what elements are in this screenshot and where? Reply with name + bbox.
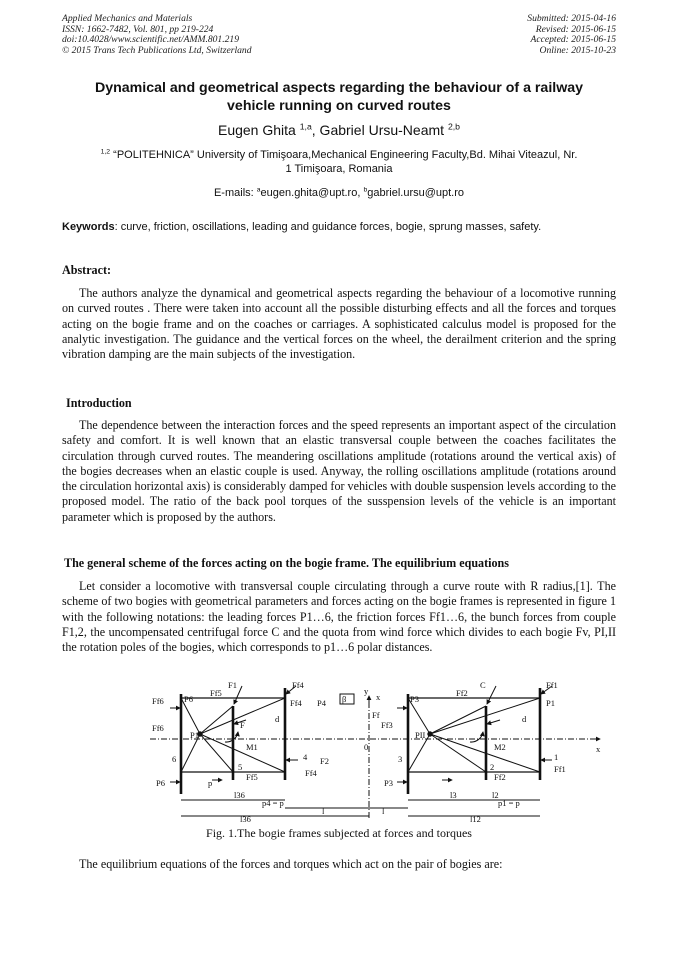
email-b-marker: b [363,186,368,194]
fig-label-n3: 3 [398,754,403,764]
fig-label-n1: 1 [554,752,559,762]
fig-label-ff2b: Ff2 [494,772,506,782]
emails-line [62,186,616,200]
fig-label-n4: 4 [303,752,308,762]
fig-label-p6: P6 [184,694,193,704]
authors-line [62,122,616,139]
fig-label-ff1b: Ff1 [554,764,566,774]
scheme-text: Let consider a locomotive with transversal couple circulating through a curve route with R radius,[1]. The scheme of two bogies with geometrical parameters and forces acting on the bogie frames is represented in figure 1 with the following notations: the leading forces P1…6, the friction forces Ff1…6, the bunch forces from couple F1,2, the uncompensated centrifugal force C and the quota from wind force which divides to each bogie Fv, PI,II the rotation poles of the bogies, which corresponds to p1…6 polar distances. [62,579,616,655]
fig-label-l2: l2 [492,790,499,800]
fig-label-l: l [322,806,325,816]
fig-label-ff5b: Ff5 [246,772,258,782]
fig-label-ff6b: Ff6 [152,723,164,733]
fig-label-ff4: Ff4 [292,680,304,690]
journal-issn: ISSN: 1662-7482, Vol. 801, pp 219-224 [62,23,214,35]
journal-doi[interactable]: doi:10.4028/www.scientific.net/AMM.801.219 [62,34,240,46]
accepted-date: Accepted: 2015-06-15 [530,34,616,46]
fig-label-l3: l3 [450,790,457,800]
keywords-text: : curve, friction, oscillations, leading and guidance forces, bogie, sprung masses, safety. [114,221,542,233]
affiliation [62,148,616,176]
fig-label-p1p: p1 = p [498,798,520,808]
keywords [62,220,616,234]
fig-label-pii: PII [415,730,426,740]
fig-label-p3b: P3 [384,778,393,788]
abstract-heading: Abstract: [62,263,112,277]
keywords-label: Keywords [62,221,115,233]
intro-text: The dependence between the interaction forces and the speed represents an important aspect of the circulation safety and comfort. It is well known that an elastic transversal couple between the coaches facilitates the circulation through curved routes. The meandering oscillations amplitude (rotations around the vertical axis) of the bogies decreases when an elastic couple is used. Anyway, the rolling oscillations amplitude (rotations around the circulation horizontal axis) is considerably damped for vehicles with double suspension levels according to the proposed model. The ratio of the back pool torques of the susspension levels of the vehicle is an important parameter which is proposed by the authors. [62,418,616,524]
scheme-heading: The general scheme of the forces acting on the bogie frame. The equilibrium equations [64,556,509,570]
equilibrium-text: The equilibrium equations of the forces and torques which act on the pair of bogies are: [79,857,503,871]
fig-label-ff4c: Ff4 [305,768,317,778]
fig-label-ff5: Ff5 [210,688,222,698]
fig-label-l-right: l [382,806,385,816]
bogie-force-diagram [150,676,605,822]
revised-date: Revised: 2015-06-15 [535,23,616,35]
fig-label-p1: p [208,778,213,788]
title-line-2: vehicle running on curved routes [227,97,451,114]
author-2: , Gabriel Ursu-Neamt [311,122,448,138]
author-1: Eugen Ghita [217,122,300,138]
fig-label-m2: M2 [494,742,506,752]
fig-label-l36: l36 [234,790,245,800]
fig-label-p6b: P6 [156,778,165,788]
fig-label-p1r: P1 [546,698,555,708]
email-a[interactable]: eugen.ghita@upt.ro, [260,187,364,199]
emails-prefix: E-mails: [213,187,257,199]
intro-heading: Introduction [66,396,132,410]
affil-line-1: “POLITEHNICA” University of Timişoara,Mechanical Engineering Faculty,Bd. Mihai Viteazul, Nr. [110,149,578,161]
author-2-affil: 2,b [447,121,460,132]
submitted-date: Submitted: 2015-04-16 [527,13,616,24]
fig-label-zero: 0 [364,742,369,752]
email-a-marker: a [256,186,261,194]
fig-label-pi: P1 [190,730,199,740]
fig-label-n2: 2 [490,762,495,772]
abstract-text: The authors analyze the dynamical and geometrical aspects regarding the behaviour of a locomotive running on curved routes . There were taken into account all the possible disturbing effects and all the forces and torques acting on the bogie frame and on the coaches or carriages. A sophisticated calculus model is proposed for the analytic investigation. The guidance and the vertical forces on the wheel, the derailment criterion and the spring vibration damping are the main subjects of the investigation. [62,286,616,362]
fig-label-l12: l12 [470,814,481,822]
fig-label-ff6: Ff6 [152,696,164,706]
fig-label-n5: 5 [238,762,243,772]
fig-label-l36b: l36 [240,814,251,822]
affil-marker: 1,2 [100,148,111,156]
paper-title [62,80,616,115]
title-line-1: Dynamical and geometrical aspects regarding the behaviour of a railway [94,80,584,96]
figure-1 [150,676,605,822]
fig-label-ff4b: Ff4 [290,698,302,708]
fig-label-d1: d [275,714,280,724]
fig-label-ff: Ff [372,710,380,720]
fig-label-x-axis: x [596,744,601,754]
figure-1-caption: Fig. 1.The bogie frames subjected at forces and torques [206,826,472,840]
affil-line-2: 1 Timişoara, Romania [285,163,393,175]
fig-label-p4p: p4 = p [262,798,284,808]
fig-label-f1: F1 [228,680,237,690]
fig-label-ff2: Ff2 [456,688,468,698]
fig-label-p4: P4 [317,698,326,708]
email-b[interactable]: gabriel.ursu@upt.ro [367,187,465,199]
journal-header-left [62,14,252,56]
fig-label-c: C [480,680,486,690]
fig-label-x: x [376,692,381,702]
online-date: Online: 2015-10-23 [539,44,616,56]
fig-label-y: y [364,686,369,696]
author-1-affil: 1,a [299,121,312,132]
fig-label-beta: β [342,694,347,704]
fig-label-f2: F2 [320,756,329,766]
fig-label-d2: d [522,714,527,724]
journal-name: Applied Mechanics and Materials [62,13,193,24]
fig-label-n6: 6 [172,754,177,764]
fig-label-ff3: Ff3 [381,720,393,730]
fig-label-m1: M1 [246,742,258,752]
fig-label-p3: P3 [410,694,419,704]
journal-copyright: © 2015 Trans Tech Publications Ltd, Switzerland [62,44,252,56]
journal-header-right [527,14,616,56]
fig-label-ff1: Ff1 [546,680,558,690]
fig-label-f: F [240,720,245,730]
